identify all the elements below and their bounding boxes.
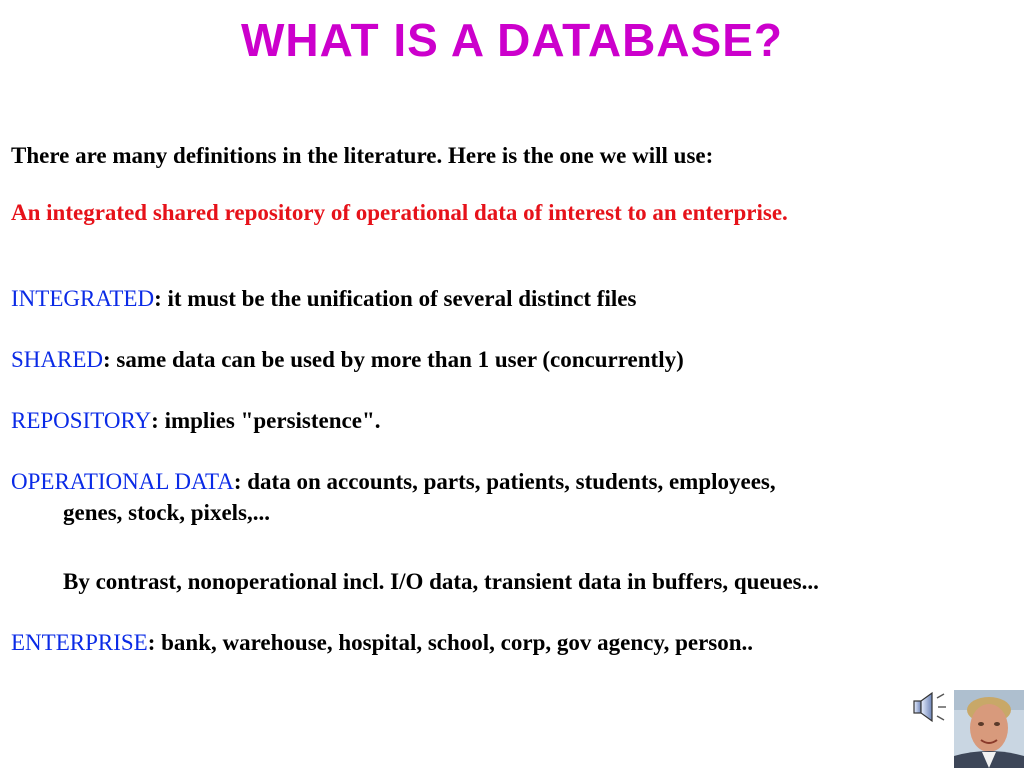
desc-shared: : same data can be used by more than 1 user (concurrently) <box>103 347 684 372</box>
term-repository: REPOSITORY <box>11 408 152 433</box>
term-enterprise: ENTERPRISE <box>11 630 148 655</box>
desc-operational-data: : data on accounts, parts, patients, students, employees, <box>233 469 776 494</box>
term-integrated: INTEGRATED <box>11 286 155 311</box>
term-shared: SHARED <box>11 347 104 372</box>
speaker-icon[interactable] <box>910 688 950 726</box>
desc-operational-data-cont: genes, stock, pixels,... <box>63 500 270 525</box>
intro-text: There are many definitions in the literature. Here is the one we will use: <box>11 143 714 168</box>
presenter-photo <box>954 690 1024 768</box>
database-definition: An integrated shared repository of operational data of interest to an enterprise. <box>11 200 788 225</box>
item-enterprise <box>11 628 1016 658</box>
desc-enterprise: : bank, warehouse, hospital, school, corp, gov agency, person.. <box>147 630 754 655</box>
slide-title: WHAT IS A DATABASE? <box>241 14 783 66</box>
item-repository <box>11 406 1016 436</box>
desc-integrated: : it must be the unification of several distinct files <box>154 286 637 311</box>
item-integrated <box>11 284 1016 314</box>
contrast-note: By contrast, nonoperational incl. I/O data, transient data in buffers, queues... <box>63 569 819 594</box>
item-shared <box>11 345 1016 375</box>
desc-repository: : implies "persistence". <box>151 408 381 433</box>
term-operational-data: OPERATIONAL DATA <box>11 469 234 494</box>
item-operational-data <box>11 467 1016 497</box>
